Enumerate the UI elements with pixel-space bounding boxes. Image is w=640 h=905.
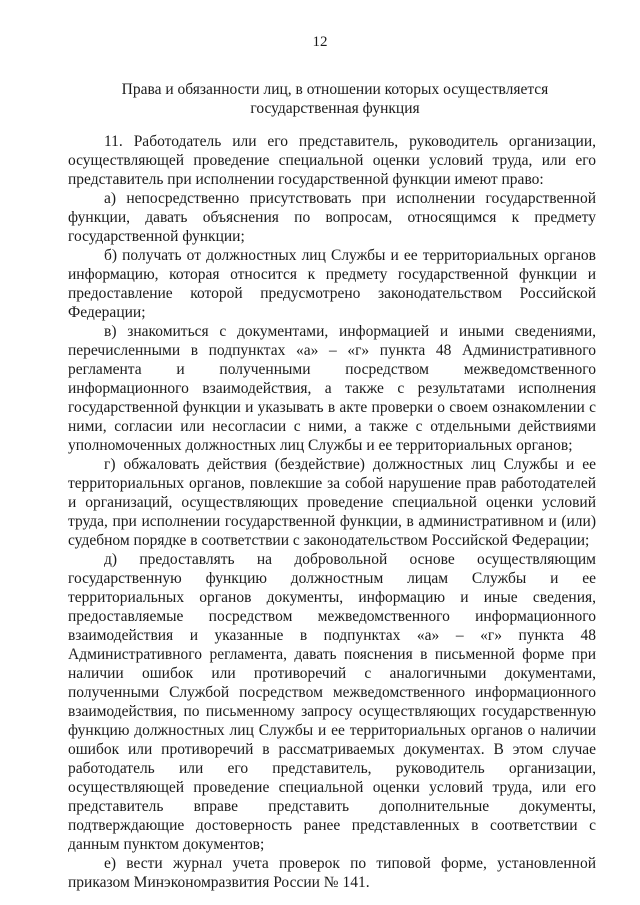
paragraph-item-v: в) знакомиться с документами, информацией и иными сведениями, перечисленными в подпунктах «а» – «г» пункта 48 Административного регламента и полученными посредством межведомственного информационного взаимодействия, а также с результатами исполнения государственной функции и указывать в акте проверки о своем ознакомлении с ними, согласии или несогласии с ними, а также с отдельными действиями уполномоченных должностных лиц Службы и ее территориальных органов;: [68, 323, 596, 454]
paragraph-item-d: д) предоставлять на добровольной основе осуществляющим государственную функцию должностным лицам Службы и ее территориальных органов документы, информацию и иные сведения, предоставляемые посредством межведомственного информационного взаимодействия и указанные в подпунктах «а» – «г» пункта 48 Административного регламента, давать пояснения в письменной форме при наличии ошибок или противоречий с аналогичными документами, полученными Службой посредством межведомственного информационного взаимодействия, по письменному запросу осуществляющих государственную функцию должностных лиц Службы и ее территориальных органов о наличии ошибок или противоречий в рассматриваемых документах. В этом случае работодатель или его представитель, руководитель организации, осуществляющей проведение специальной оценки условий труда, или его представитель вправе представить дополнительные документы, подтверждающие достоверность ранее представленных в соответствии с данным пунктом документов;: [68, 551, 596, 853]
section-title-line-2: государственная функция: [250, 100, 420, 117]
page-number: 12: [312, 34, 328, 50]
section-title-line-1: Права и обязанности лиц, в отношении которых осуществляется: [121, 81, 549, 98]
paragraph-item-g: г) обжаловать действия (бездействие) должностных лиц Службы и ее территориальных органов, повлекшие за собой нарушение прав работодателей и организаций, осуществляющих проведение специальной оценки условий труда, при исполнении государственной функции, в административном и (или) судебном порядке в соответствии с законодательством Российской Федерации;: [68, 456, 596, 549]
paragraph-item-b: б) получать от должностных лиц Службы и ее территориальных органов информацию, которая относится к предмету государственной функции и предоставление которой предусмотрено законодательством Российской Федерации;: [68, 247, 596, 321]
paragraph-item-a: а) непосредственно присутствовать при исполнении государственной функции, давать объяснения по вопросам, относящимся к предмету государственной функции;: [68, 190, 596, 245]
paragraph-11: 11. Работодатель или его представитель, руководитель организации, осуществляющей проведение специальной оценки условий труда, или его представитель при исполнении государственной функции имеют право:: [68, 133, 596, 188]
document-body: [68, 132, 596, 892]
paragraph-item-e: е) вести журнал учета проверок по типовой форме, установленной приказом Минэкономразвития России № 141.: [68, 855, 596, 891]
section-title: [100, 80, 570, 118]
